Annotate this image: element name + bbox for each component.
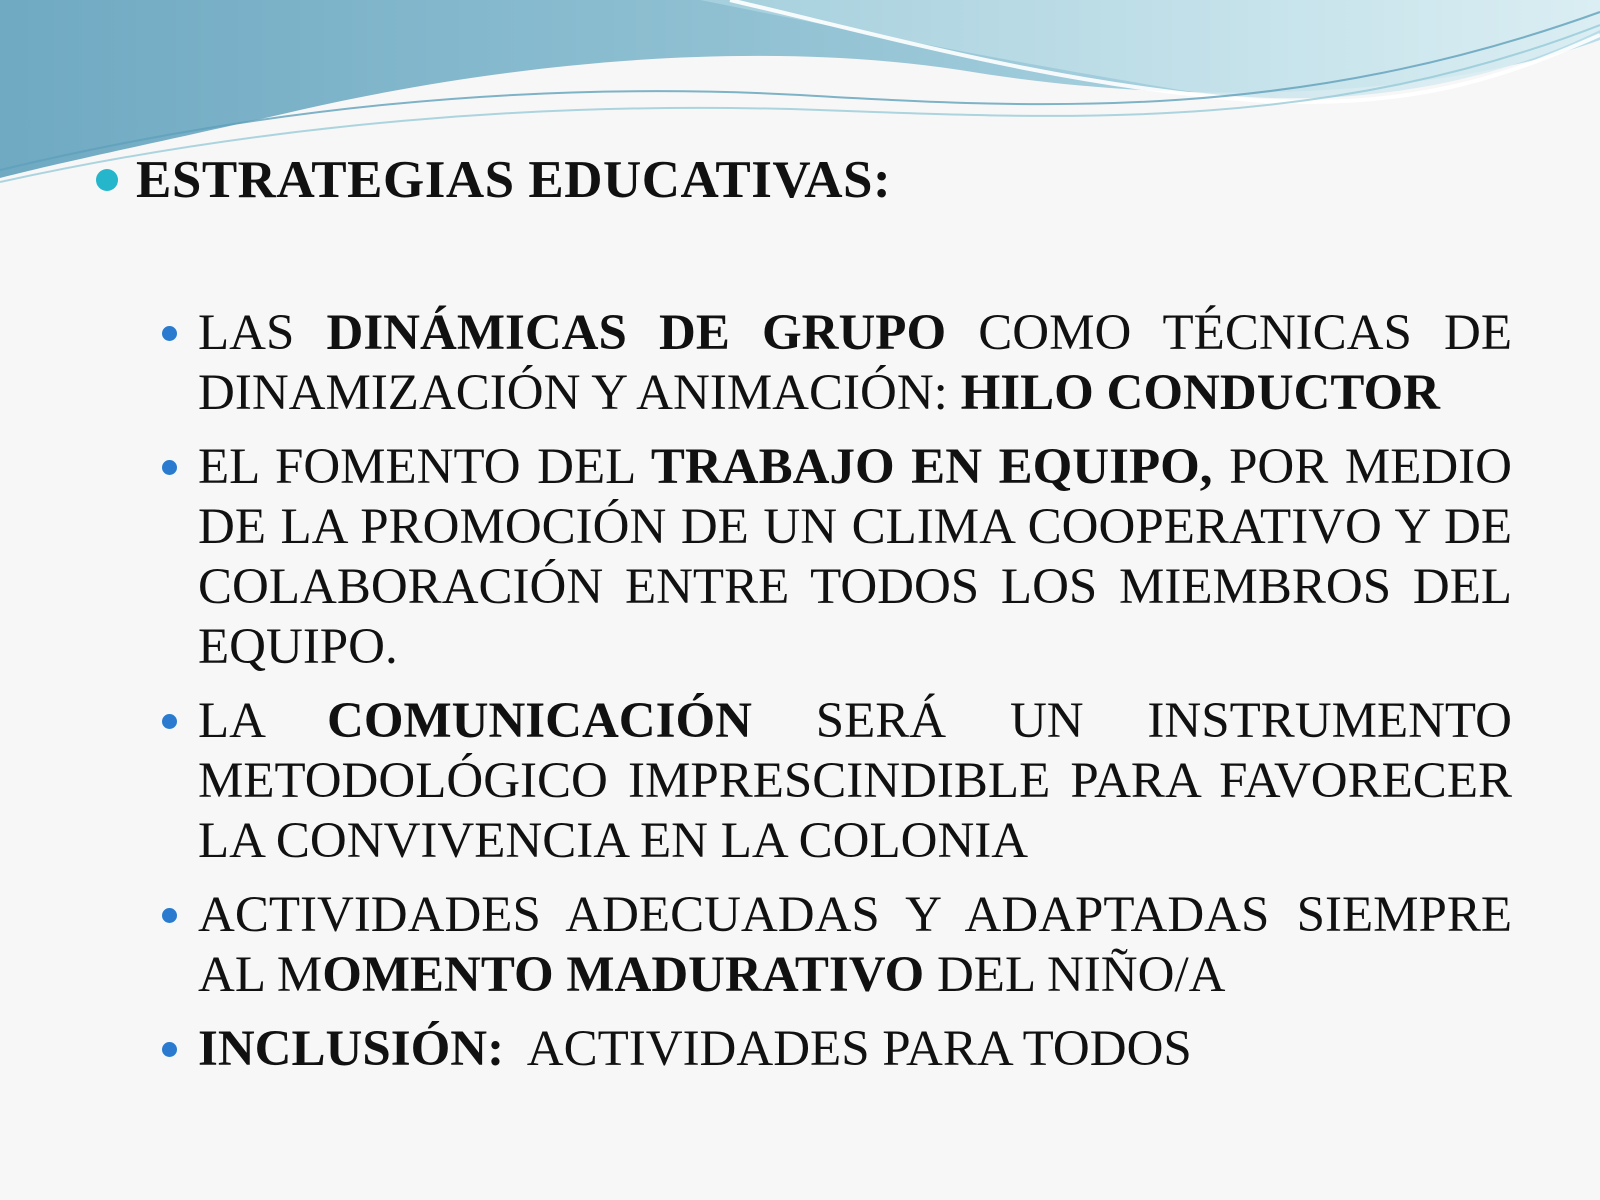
item-bold-segment: HILO CONDUCTOR <box>960 365 1440 421</box>
bullet-icon <box>162 326 177 341</box>
item-bold-segment: OMENTO MADURATIVO <box>322 947 925 1003</box>
title-bullet-icon <box>96 169 118 191</box>
item-text-segment: COMO TÉCNICAS DE DINAMIZACIÓN Y ANIMACIÓN: <box>198 305 1512 421</box>
bullet-list <box>162 303 1512 1093</box>
item-bold-segment: DINÁMICAS DE GRUPO <box>326 305 947 361</box>
item-text-segment: DEL NIÑO/A <box>924 947 1226 1003</box>
item-text-segment: LA <box>198 693 327 749</box>
item-text-segment: LAS <box>198 305 327 361</box>
item-text-segment: POR MEDIO DE LA PROMOCIÓN DE UN CLIMA COOPERATIVO Y DE COLABORACIÓN ENTRE TODOS LOS MIEMBROS DEL EQUIPO. <box>198 439 1512 675</box>
list-item <box>162 885 1512 1005</box>
item-text-segment: ACTIVIDADES ADECUADAS Y ADAPTADAS SIEMPRE AL M <box>198 887 1512 1003</box>
item-text-segment: ACTIVIDADES PARA TODOS <box>504 1021 1192 1077</box>
bullet-icon <box>162 460 177 475</box>
list-item <box>162 437 1512 677</box>
slide-title <box>96 150 1296 210</box>
item-bold-segment: TRABAJO EN EQUIPO, <box>650 439 1213 495</box>
list-item <box>162 1019 1512 1079</box>
item-bold-segment: INCLUSIÓN: <box>198 1021 505 1077</box>
item-bold-segment: COMUNICACIÓN <box>326 693 752 749</box>
list-item <box>162 303 1512 423</box>
list-item <box>162 691 1512 871</box>
item-text-segment: SERÁ UN INSTRUMENTO METODOLÓGICO IMPRESCINDIBLE PARA FAVORECER LA CONVIVENCIA EN LA COLONIA <box>198 693 1512 869</box>
slide-title-text: ESTRATEGIAS EDUCATIVAS: <box>136 151 892 209</box>
bullet-icon <box>162 1042 177 1057</box>
item-text-segment: EL FOMENTO DEL <box>198 439 651 495</box>
bullet-icon <box>162 714 177 729</box>
bullet-icon <box>162 908 177 923</box>
